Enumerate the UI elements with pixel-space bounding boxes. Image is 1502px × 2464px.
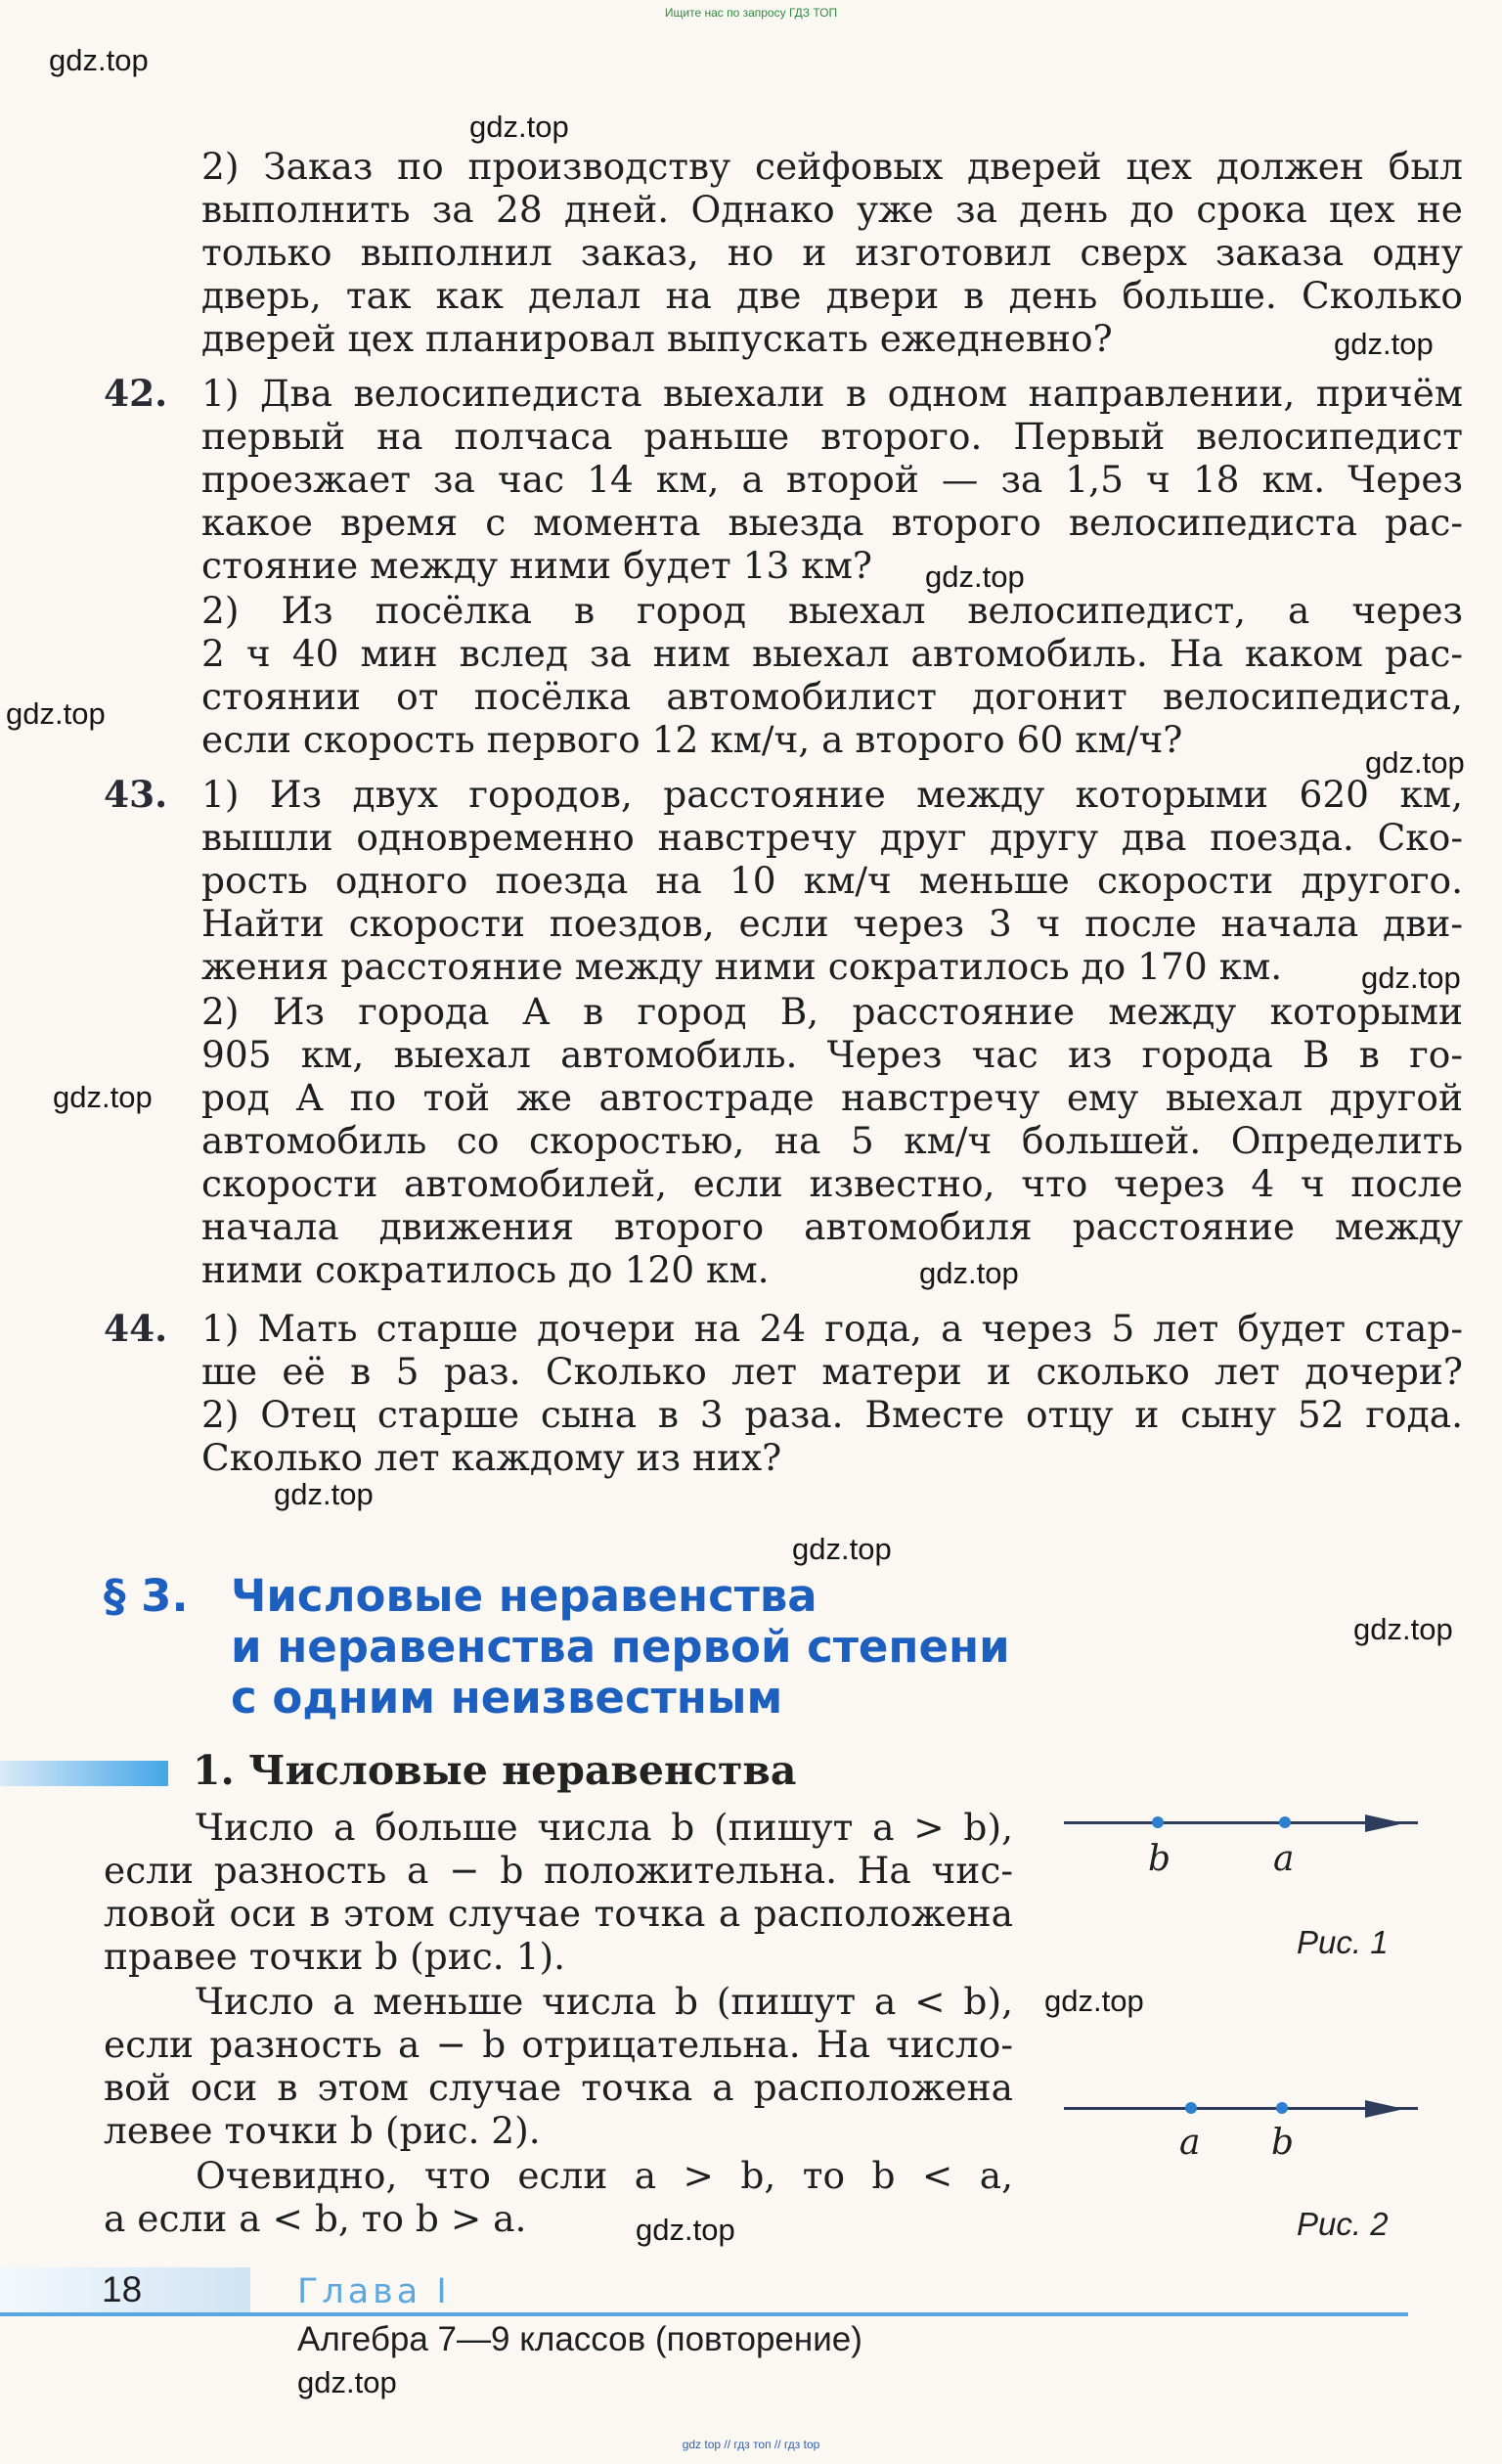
problem-43-line: ними сократилось до 120 км.	[201, 1248, 770, 1291]
top-banner[interactable]: Ищите нас по запросу ГДЗ ТОП	[664, 6, 838, 20]
figure-caption: Рис. 2	[1297, 2206, 1389, 2242]
problem-42-line: стоянии от посёлка автомобилист догонит велосипедиста,	[201, 675, 1463, 718]
chapter-subtitle: Алгебра 7—9 классов (повторение)	[297, 2320, 862, 2358]
problem-42-line: первый на полчаса раньше второго. Первый велосипедист	[201, 415, 1463, 458]
subsection-accent-bar	[0, 1761, 168, 1786]
point-label: a	[1179, 2123, 1201, 2163]
watermark[interactable]: gdz.top	[6, 696, 106, 731]
problem-42-line: стояние между ними будет 13 км?	[201, 544, 873, 587]
problem-43-line: автомобиль со скоростью, на 5 км/ч большей. Определить	[201, 1119, 1463, 1162]
watermark[interactable]: gdz.top	[297, 2365, 397, 2399]
watermark[interactable]: gdz.top	[1353, 1612, 1453, 1646]
section-number: § 3.	[104, 1570, 189, 1622]
problem-43-line: 2) Из города A в город B, расстояние между которыми	[201, 990, 1463, 1033]
problem-42-line: 1) Два велосипедиста выехали в одном направлении, причём	[201, 372, 1463, 415]
watermark[interactable]: gdz.top	[636, 2213, 735, 2247]
problem-44-line: Сколько лет каждому из них?	[201, 1436, 782, 1479]
theory-line: если разность a − b положительна. На чис-	[104, 1849, 1013, 1892]
point-label: b	[1271, 2123, 1295, 2163]
problem-42-line: 2 ч 40 мин вслед за ним выехал автомобиль. На каком рас-	[201, 632, 1463, 675]
watermark[interactable]: gdz.top	[1361, 961, 1461, 995]
problem-41-line: выполнить за 28 дней. Однако уже за день до срока цех не	[201, 188, 1463, 231]
watermark[interactable]: gdz.top	[792, 1532, 892, 1566]
problem-42-line: если скорость первого 12 км/ч, а второго 60 км/ч?	[201, 718, 1183, 761]
theory-line: вой оси в этом случае точка a расположена	[104, 2066, 1013, 2109]
watermark[interactable]: gdz.top	[919, 1256, 1019, 1290]
problem-number: 44.	[104, 1307, 168, 1350]
watermark[interactable]: gdz.top	[1044, 1984, 1144, 2018]
watermark[interactable]: gdz.top	[274, 1477, 374, 1511]
problem-43-line: Найти скорости поездов, если через 3 ч после начала дви-	[201, 902, 1463, 945]
problem-42-line: какое время с момента выезда второго велосипедиста рас-	[201, 501, 1463, 544]
problem-43-line: жения расстояние между ними сократилось до 170 км.	[201, 945, 1283, 988]
problem-41-line: дверей цех планировал выпускать ежедневно?	[201, 317, 1113, 360]
point-marker	[1185, 2102, 1197, 2114]
watermark[interactable]: gdz.top	[1334, 327, 1434, 361]
problem-41-line: 2) Заказ по производству сейфовых дверей цех должен был	[201, 145, 1463, 188]
watermark[interactable]: gdz.top	[1365, 745, 1465, 780]
problem-41-line: только выполнил заказ, но и изготовил сверх заказа одну	[201, 231, 1463, 274]
problem-43-line: начала движения второго автомобиля расстояние между	[201, 1205, 1463, 1248]
figure-caption: Рис. 1	[1297, 1924, 1389, 1960]
subsection-title	[193, 1747, 796, 1794]
point-label: b	[1148, 1839, 1171, 1879]
problem-43-line: рость одного поезда на 10 км/ч меньше скорости другого.	[201, 859, 1463, 902]
problem-43-line: род A по той же автостраде навстречу ему выехал другой	[201, 1076, 1463, 1119]
problem-43-line: 905 км, выехал автомобиль. Через час из города B в го-	[201, 1033, 1463, 1076]
problem-44-line: 2) Отец старше сына в 3 раза. Вместе отцу и сыну 52 года.	[201, 1393, 1463, 1436]
watermark[interactable]: gdz.top	[49, 43, 149, 77]
problem-44-line: 1) Мать старше дочери на 24 года, а через 5 лет будет стар-	[201, 1307, 1463, 1350]
theory-line: ловой оси в этом случае точка a расположена	[104, 1892, 1013, 1935]
bottom-banner[interactable]: gdz top // гдз топ // гдз top	[682, 2438, 820, 2451]
footer-divider	[0, 2312, 1408, 2316]
problem-43-line: 1) Из двух городов, расстояние между которыми 620 км,	[201, 773, 1463, 816]
problem-43-line: вышли одновременно навстречу друг другу два поезда. Ско-	[201, 816, 1463, 859]
theory-line: а если a < b, то b > a.	[104, 2197, 527, 2240]
section-title-line: с одним неизвестным	[231, 1672, 783, 1724]
arrow-icon	[1365, 1814, 1404, 1832]
problem-43-line: скорости автомобилей, если известно, что через 4 ч после	[201, 1162, 1463, 1205]
problem-number: 42.	[104, 372, 168, 415]
theory-line: Число a меньше числа b (пишут a < b),	[196, 1980, 1013, 2023]
chapter-label: Глава I	[297, 2272, 451, 2311]
point-marker	[1152, 1816, 1164, 1828]
theory-line: Очевидно, что если a > b, то b < a,	[196, 2154, 1013, 2197]
section-title-line: и неравенства первой степени	[231, 1621, 1010, 1673]
subsection-title-text: Числовые неравенства	[248, 1747, 797, 1794]
watermark[interactable]: gdz.top	[469, 110, 569, 144]
arrow-icon	[1365, 2100, 1404, 2118]
page-number: 18	[102, 2269, 143, 2309]
problem-42-line: 2) Из посёлка в город выехал велосипедист, а через	[201, 589, 1463, 632]
point-label: a	[1273, 1839, 1295, 1879]
theory-line: Число a больше числа b (пишут a > b),	[196, 1806, 1013, 1849]
watermark[interactable]: gdz.top	[925, 560, 1025, 594]
theory-line: левее точки b (рис. 2).	[104, 2109, 541, 2152]
point-marker	[1276, 2102, 1288, 2114]
theory-line: правее точки b (рис. 1).	[104, 1935, 566, 1978]
problem-44-line: ше её в 5 раз. Сколько лет матери и сколько лет дочери?	[201, 1350, 1463, 1393]
subsection-number: 1.	[193, 1747, 235, 1794]
section-title-line: Числовые неравенства	[231, 1570, 817, 1622]
point-marker	[1279, 1816, 1291, 1828]
problem-number: 43.	[104, 773, 168, 816]
problem-41-line: дверь, так как делал на две двери в день больше. Сколько	[201, 274, 1463, 317]
theory-line: если разность a − b отрицательна. На число-	[104, 2023, 1013, 2066]
watermark[interactable]: gdz.top	[53, 1080, 153, 1114]
problem-42-line: проезжает за час 14 км, а второй — за 1,5 ч 18 км. Через	[201, 458, 1463, 501]
